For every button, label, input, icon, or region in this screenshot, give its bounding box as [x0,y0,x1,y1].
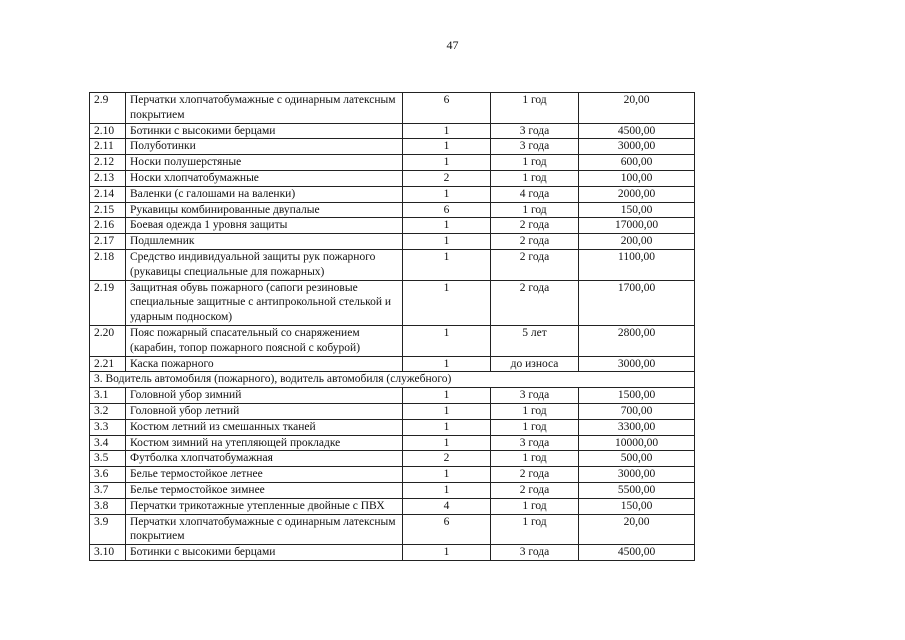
table-row [90,482,695,498]
item-name: Перчатки трикотажные утепленные двойные с ПВХ [126,498,403,514]
table-row [90,170,695,186]
item-quantity: 2 [403,451,491,467]
item-name: Белье термостойкое летнее [126,467,403,483]
item-name: Костюм летний из смешанных тканей [126,419,403,435]
item-number: 2.14 [90,186,126,202]
item-price: 100,00 [579,170,695,186]
item-wear-term: 2 года [491,249,579,280]
item-name: Средство индивидуальной защиты рук пожарного (рукавицы специальные для пожарных) [126,249,403,280]
table-row [90,388,695,404]
item-name: Полуботинки [126,139,403,155]
table-row [90,218,695,234]
item-quantity: 1 [403,249,491,280]
item-price: 150,00 [579,498,695,514]
item-wear-term: 1 год [491,451,579,467]
item-name: Носки хлопчатобумажные [126,170,403,186]
item-price: 20,00 [579,514,695,545]
item-number: 3.8 [90,498,126,514]
item-wear-term: 2 года [491,234,579,250]
item-number: 2.9 [90,93,126,124]
item-price: 20,00 [579,93,695,124]
item-price: 150,00 [579,202,695,218]
item-quantity: 6 [403,93,491,124]
item-quantity: 1 [403,280,491,325]
item-price: 3000,00 [579,467,695,483]
item-wear-term: 1 год [491,170,579,186]
item-wear-term: до износа [491,356,579,372]
table-row [90,93,695,124]
item-wear-term: 1 год [491,93,579,124]
item-name: Каска пожарного [126,356,403,372]
table-row [90,356,695,372]
item-quantity: 1 [403,435,491,451]
table-row [90,451,695,467]
item-quantity: 1 [403,467,491,483]
item-name: Перчатки хлопчатобумажные с одинарным латексным покрытием [126,93,403,124]
item-wear-term: 1 год [491,514,579,545]
item-wear-term: 1 год [491,403,579,419]
table-row [90,202,695,218]
item-quantity: 1 [403,482,491,498]
table-row [90,435,695,451]
item-name: Футболка хлопчатобумажная [126,451,403,467]
item-name: Ботинки с высокими берцами [126,545,403,561]
item-price: 3300,00 [579,419,695,435]
table-body [90,93,695,561]
item-number: 2.20 [90,325,126,356]
table-row [90,249,695,280]
item-price: 700,00 [579,403,695,419]
item-number: 3.6 [90,467,126,483]
item-wear-term: 2 года [491,467,579,483]
item-price: 500,00 [579,451,695,467]
item-name: Перчатки хлопчатобумажные с одинарным латексным покрытием [126,514,403,545]
item-number: 3.3 [90,419,126,435]
table-row [90,280,695,325]
item-name: Костюм зимний на утепляющей прокладке [126,435,403,451]
table-row [90,186,695,202]
item-price: 10000,00 [579,435,695,451]
item-name: Ботинки с высокими берцами [126,123,403,139]
item-wear-term: 1 год [491,202,579,218]
item-quantity: 1 [403,234,491,250]
item-quantity: 1 [403,218,491,234]
table-row [90,514,695,545]
item-quantity: 1 [403,388,491,404]
item-quantity: 1 [403,356,491,372]
table-row [90,419,695,435]
item-number: 2.11 [90,139,126,155]
item-wear-term: 3 года [491,123,579,139]
item-price: 1100,00 [579,249,695,280]
item-price: 3000,00 [579,356,695,372]
item-name: Носки полушерстяные [126,155,403,171]
item-price: 3000,00 [579,139,695,155]
item-wear-term: 5 лет [491,325,579,356]
item-price: 1500,00 [579,388,695,404]
item-number: 2.17 [90,234,126,250]
item-number: 2.15 [90,202,126,218]
item-name: Защитная обувь пожарного (сапоги резиновые специальные защитные с антипрокольной стелькой и ударным подноском) [126,280,403,325]
page-number: 47 [446,38,459,52]
item-number: 3.1 [90,388,126,404]
item-quantity: 1 [403,155,491,171]
item-name: Белье термостойкое зимнее [126,482,403,498]
item-number: 2.16 [90,218,126,234]
item-quantity: 1 [403,545,491,561]
item-wear-term: 3 года [491,435,579,451]
item-number: 3.2 [90,403,126,419]
item-price: 200,00 [579,234,695,250]
item-name: Боевая одежда 1 уровня защиты [126,218,403,234]
table-row [90,545,695,561]
table-row [90,467,695,483]
item-wear-term: 3 года [491,388,579,404]
item-price: 17000,00 [579,218,695,234]
item-number: 2.12 [90,155,126,171]
item-price: 600,00 [579,155,695,171]
item-price: 1700,00 [579,280,695,325]
item-wear-term: 4 года [491,186,579,202]
item-number: 2.13 [90,170,126,186]
equipment-norms-table [89,92,695,561]
item-name: Подшлемник [126,234,403,250]
item-quantity: 6 [403,202,491,218]
item-price: 4500,00 [579,545,695,561]
item-quantity: 1 [403,139,491,155]
item-wear-term: 1 год [491,155,579,171]
item-quantity: 1 [403,325,491,356]
item-number: 3.10 [90,545,126,561]
item-number: 2.10 [90,123,126,139]
item-quantity: 1 [403,403,491,419]
item-quantity: 1 [403,419,491,435]
table-row [90,498,695,514]
item-wear-term: 3 года [491,545,579,561]
item-number: 3.7 [90,482,126,498]
item-number: 3.9 [90,514,126,545]
item-number: 2.19 [90,280,126,325]
table-row [90,155,695,171]
item-wear-term: 1 год [491,498,579,514]
item-number: 3.4 [90,435,126,451]
section-title: 3. Водитель автомобиля (пожарного), водитель автомобиля (служебного) [90,372,695,388]
table-row [90,403,695,419]
table-row [90,234,695,250]
item-name: Головной убор зимний [126,388,403,404]
item-price: 5500,00 [579,482,695,498]
item-wear-term: 2 года [491,482,579,498]
item-wear-term: 2 года [491,280,579,325]
item-wear-term: 3 года [491,139,579,155]
item-name: Пояс пожарный спасательный со снаряжением (карабин, топор пожарного поясной с кобурой) [126,325,403,356]
section-header-row [90,372,695,388]
item-price: 2000,00 [579,186,695,202]
item-number: 3.5 [90,451,126,467]
item-quantity: 2 [403,170,491,186]
item-quantity: 4 [403,498,491,514]
item-name: Головной убор летний [126,403,403,419]
item-quantity: 1 [403,123,491,139]
table-row [90,325,695,356]
item-number: 2.21 [90,356,126,372]
item-name: Валенки (с галошами на валенки) [126,186,403,202]
table-row [90,139,695,155]
item-quantity: 6 [403,514,491,545]
item-number: 2.18 [90,249,126,280]
item-quantity: 1 [403,186,491,202]
item-price: 4500,00 [579,123,695,139]
item-wear-term: 2 года [491,218,579,234]
item-wear-term: 1 год [491,419,579,435]
item-price: 2800,00 [579,325,695,356]
table-row [90,123,695,139]
item-name: Рукавицы комбинированные двупалые [126,202,403,218]
